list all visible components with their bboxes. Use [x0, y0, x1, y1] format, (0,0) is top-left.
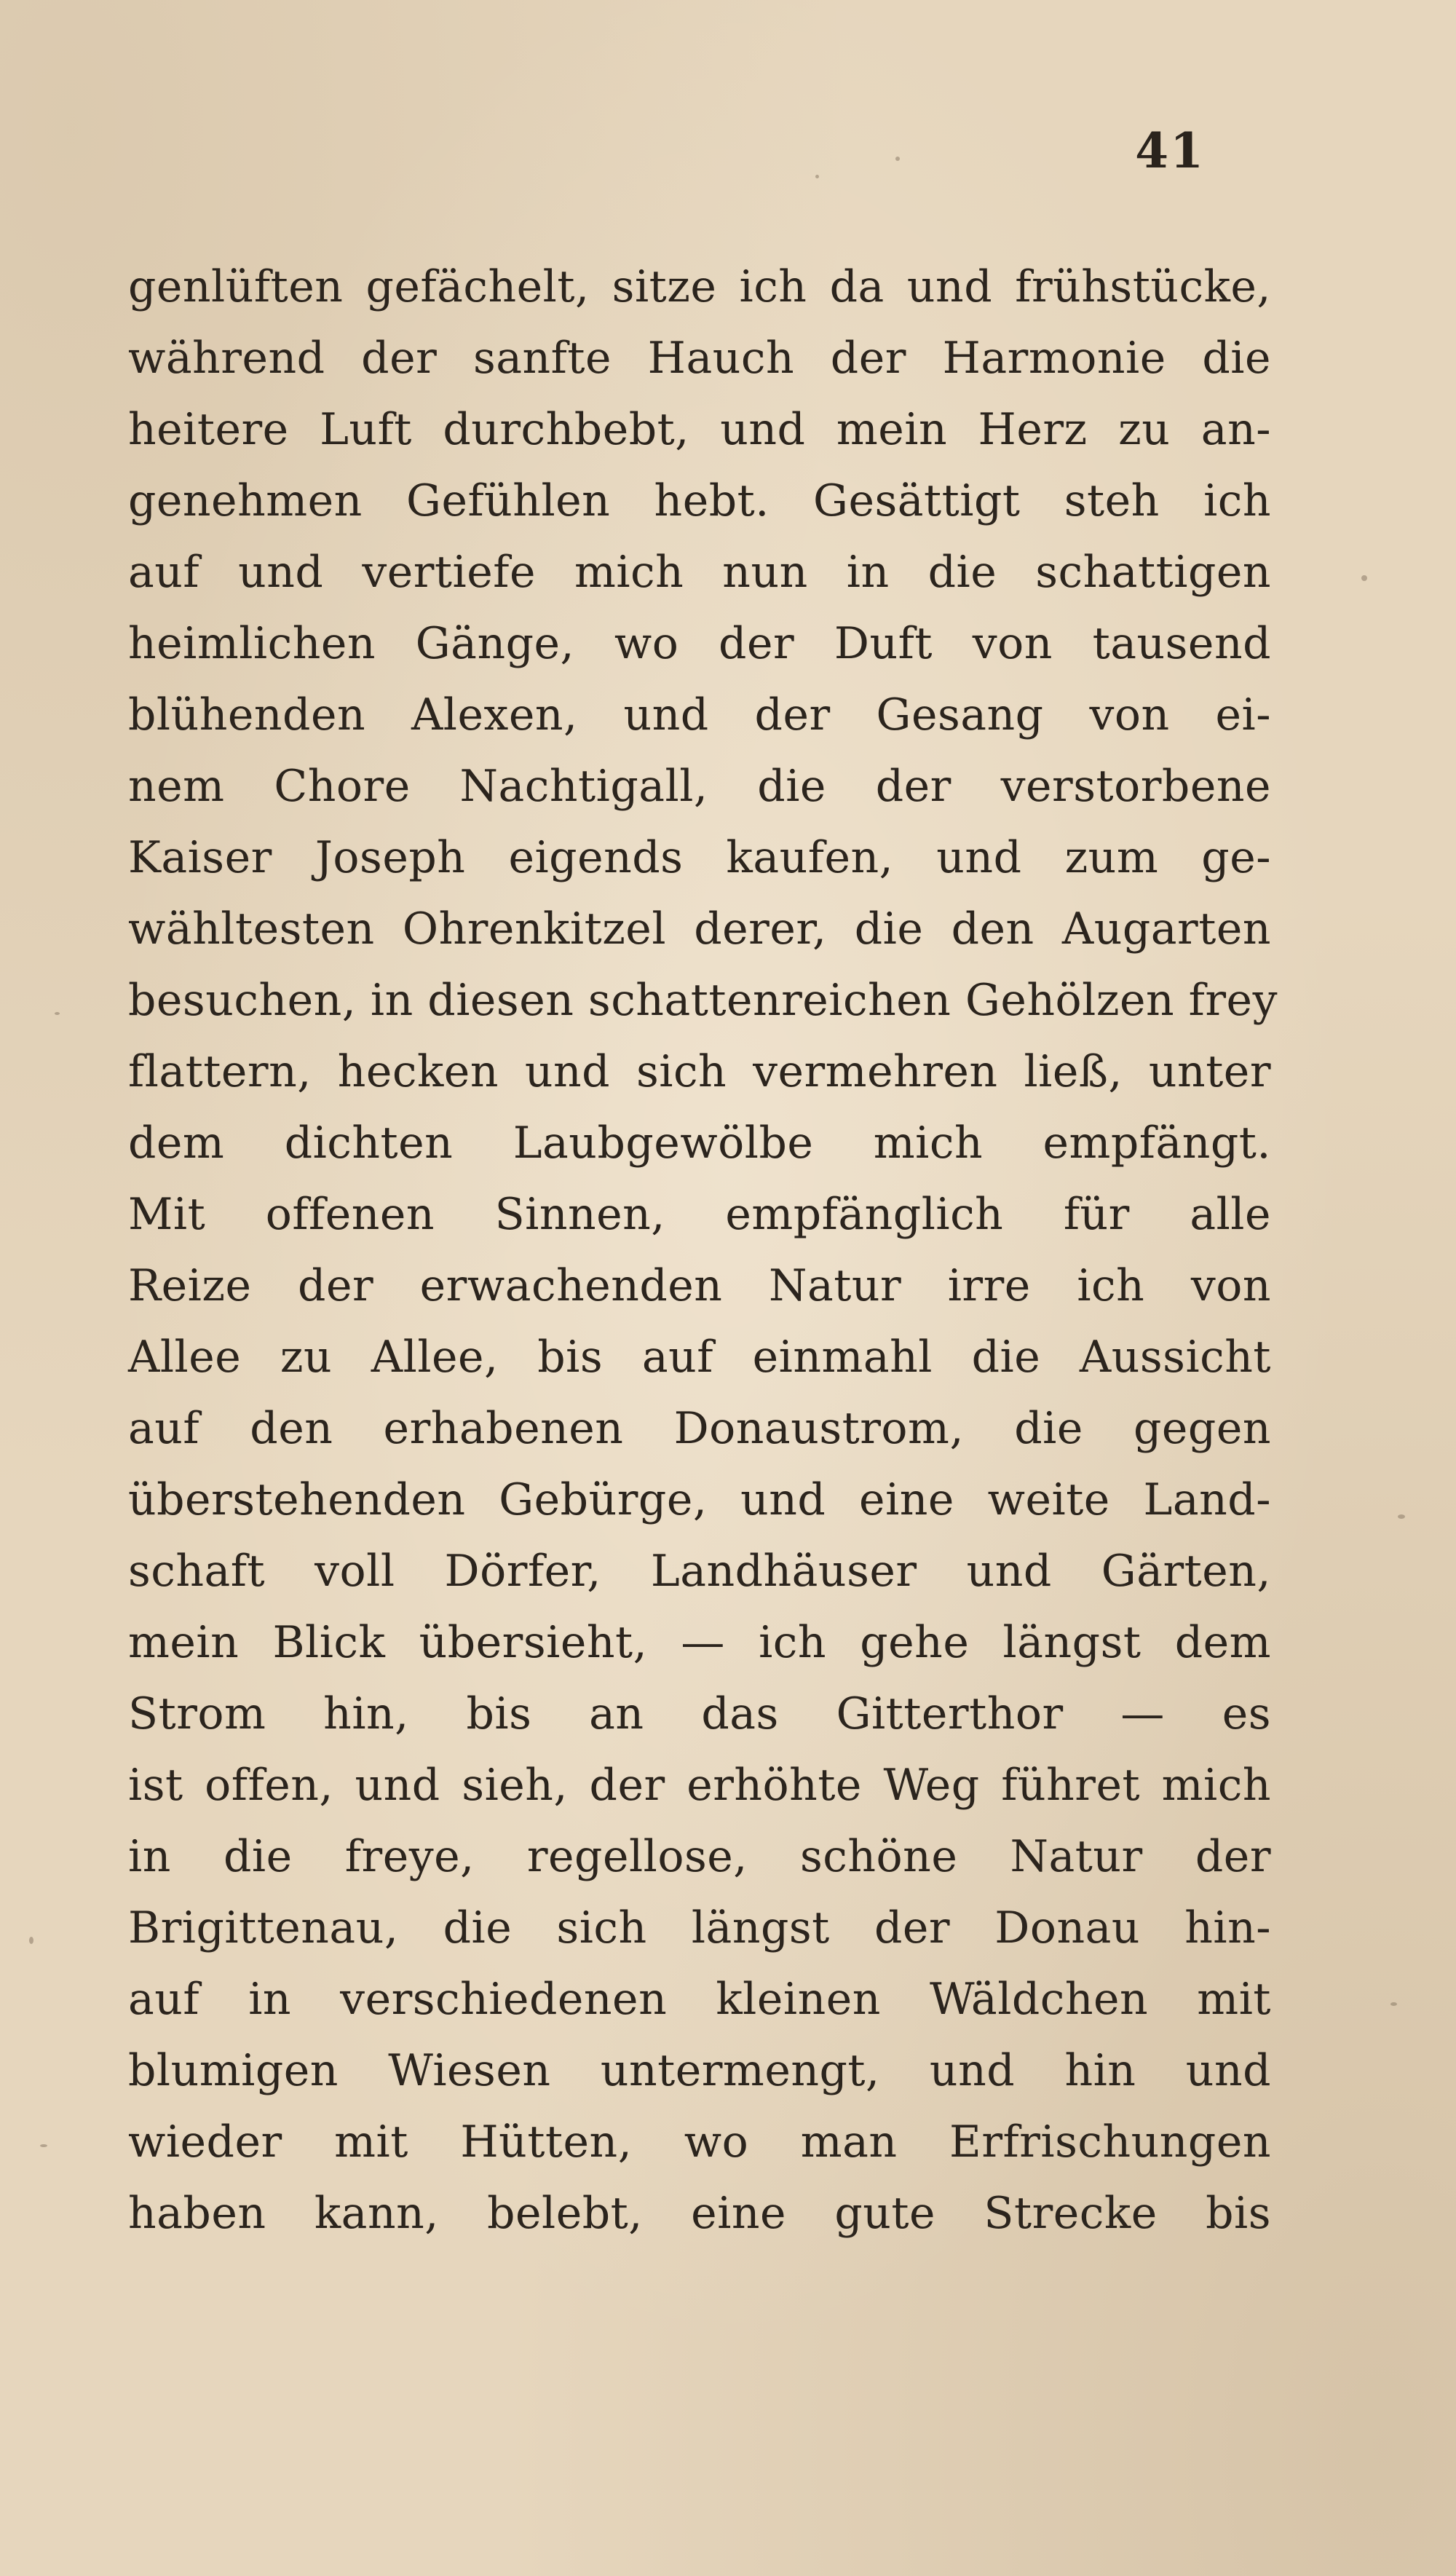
text-line: nem Chore Nachtigall, die der verstorbene [128, 761, 1271, 812]
page-number: 41 [1135, 122, 1205, 179]
text-line: auf den erhabenen Donaustrom, die gegen [128, 1403, 1271, 1454]
text-line: blühenden Alexen, und der Gesang von ei- [128, 690, 1271, 740]
text-line: besuchen, in diesen schattenreichen Gehölzen frey [128, 975, 1278, 1026]
body-text [128, 251, 1278, 2249]
text-line: überstehenden Gebürge, und eine weite Land- [128, 1474, 1271, 1525]
text-line: haben kann, belebt, eine gute Strecke bis [128, 2188, 1271, 2239]
text-line: in die freye, regellose, schöne Natur der [128, 1831, 1271, 1882]
paper-speck [29, 1937, 33, 1944]
text-line: wieder mit Hütten, wo man Erfrischungen [128, 2117, 1271, 2168]
text-line: wähltesten Ohrenkitzel derer, die den Augarten [128, 904, 1271, 955]
text-line: genehmen Gefühlen hebt. Gesättigt steh ich [128, 475, 1271, 526]
text-line: schaft voll Dörfer, Landhäuser und Gärten, [128, 1546, 1271, 1597]
text-line: mein Blick übersieht, — ich gehe längst dem [128, 1617, 1271, 1668]
paper-speck [40, 2144, 47, 2147]
text-line: Allee zu Allee, bis auf einmahl die Aussicht [128, 1332, 1271, 1383]
text-line: blumigen Wiesen untermengt, und hin und [128, 2045, 1271, 2096]
text-line: Mit offenen Sinnen, empfänglich für alle [128, 1189, 1271, 1240]
text-line: dem dichten Laubgewölbe mich empfängt. [128, 1118, 1271, 1169]
text-line: heimlichen Gänge, wo der Duft von tausend [128, 618, 1271, 669]
paper-speck [1390, 2002, 1397, 2006]
paper-speck [55, 1012, 60, 1015]
text-line: Reize der erwachenden Natur irre ich von [128, 1260, 1271, 1311]
text-line: auf und vertiefe mich nun in die schattigen [128, 547, 1271, 598]
text-line: genlüften gefächelt, sitze ich da und frühstücke, [128, 261, 1271, 312]
text-line: heitere Luft durchbebt, und mein Herz zu an- [128, 404, 1271, 455]
text-line: Brigittenau, die sich längst der Donau hin- [128, 1903, 1271, 1953]
text-line: Kaiser Joseph eigends kaufen, und zum ge- [128, 832, 1271, 883]
text-line: während der sanfte Hauch der Harmonie die [128, 333, 1271, 384]
paper-speck [895, 157, 900, 161]
paper-speck [1361, 575, 1367, 581]
text-line: Strom hin, bis an das Gitterthor — es [128, 1688, 1271, 1739]
paper-speck [815, 175, 819, 178]
paper-speck [1398, 1514, 1405, 1519]
text-line: auf in verschiedenen kleinen Wäldchen mit [128, 1974, 1271, 2025]
text-line: flattern, hecken und sich vermehren ließ, unter [128, 1046, 1271, 1097]
text-line: ist offen, und sieh, der erhöhte Weg führet mich [128, 1760, 1271, 1811]
